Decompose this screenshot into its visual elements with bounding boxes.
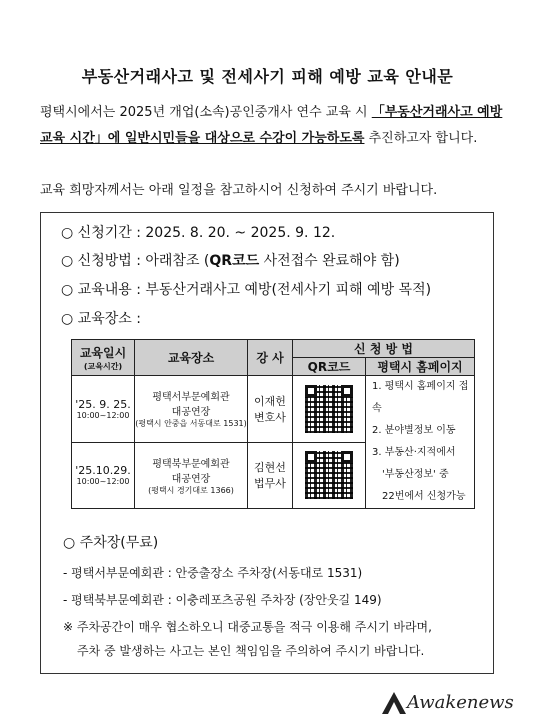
- parking-note-2: 주차 중 발생하는 사고는 본인 책임임을 주의하여 주시기 바랍니다.: [77, 644, 425, 658]
- logo-a-mark: [382, 692, 406, 714]
- header-lecturer: 강 사: [248, 340, 293, 376]
- intro-paragraph: [40, 100, 510, 152]
- parking-note-1: ※ 주차공간이 매우 협소하오니 대중교통을 적극 이용해 주시기 바라며,: [63, 620, 432, 634]
- header-apply: 신 청 방 법: [293, 340, 475, 358]
- intro-highlight: 「부동산거래사고 예방 교육 시간」에 일반시민들을 대상으로 수강이 가능하도록: [40, 105, 503, 146]
- content-row: ○ 교육내용 : 부동산거래사고 예방(전세사기 피해 예방 목적): [61, 282, 432, 298]
- row-date: '25.10.29. 10:00~12:00: [72, 442, 135, 509]
- row-place: 평택서부문예회관 대공연장 (평택시 안중읍 서동대로 1531): [135, 376, 248, 443]
- watermark-text: Awakenews: [407, 692, 514, 713]
- method-qr-text: QR코드: [209, 253, 260, 269]
- row-place: 평택북부문예회관 대공연장 (평택시 경기대로 1366): [135, 442, 248, 509]
- row-lecturer: 김현선 법무사: [248, 442, 293, 509]
- schedule-table: [71, 339, 475, 509]
- period-row: ○ 신청기간 : 2025. 8. 20. ~ 2025. 9. 12.: [61, 225, 336, 241]
- qr-code-north[interactable]: [293, 442, 366, 509]
- method-text-b: 사전접수 완료해야 함): [259, 253, 400, 269]
- parking-title: ○ 주차장(무료): [63, 535, 159, 551]
- parking-west: - 평택서부문예회관 : 안중출장소 주차장(서동대로 1531): [63, 566, 363, 580]
- info-box: [40, 212, 494, 674]
- header-date: 교육일시 (교육시간): [72, 340, 135, 376]
- method-text-a: ○ 신청방법 : 아래참조 (: [61, 253, 210, 269]
- qr-code-icon[interactable]: [305, 451, 353, 499]
- row-date: '25. 9. 25. 10:00~12:00: [72, 376, 135, 443]
- method-row: [61, 251, 400, 271]
- wish-text: 교육 희망자께서는 아래 일정을 참고하시어 신청하여 주시기 바랍니다.: [40, 183, 438, 198]
- header-home: 평택시 홈페이지: [366, 358, 475, 376]
- place-row: ○ 교육장소 :: [61, 311, 141, 327]
- table-row: [72, 376, 475, 443]
- intro-text-1: 평택시에서는 2025년 개업(소속)공인중개사 연수 교육 시: [40, 105, 372, 120]
- qr-code-icon[interactable]: [305, 385, 353, 433]
- parking-north: - 평택북부문예회관 : 이충레포츠공원 주차장 (장안웃길 149): [63, 593, 382, 607]
- header-place: 교육장소: [135, 340, 248, 376]
- header-qr: QR코드: [293, 358, 366, 376]
- qr-code-west[interactable]: [293, 376, 366, 443]
- intro-text-2: 추진하고자 합니다.: [364, 131, 478, 146]
- page-title: 부동산거래사고 및 전세사기 피해 예방 교육 안내문: [81, 67, 454, 86]
- home-steps: 1. 평택시 홈페이지 접속 2. 분야별정보 이동 3. 부동산·지적에서 '부동산정보' 중 22번에서 신청가능: [366, 376, 475, 509]
- row-lecturer: 이재헌 변호사: [248, 376, 293, 443]
